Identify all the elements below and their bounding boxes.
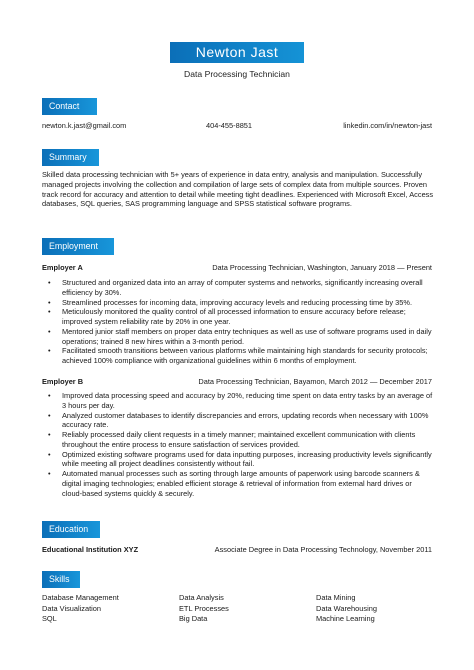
education-row — [42, 545, 432, 556]
skill-item: Machine Learning — [316, 614, 375, 623]
list-item: • Facilitated smooth transitions between various platforms while maintaining high standards for security protocols; achieved 100% compliance with organizational guidelines within 6 months of employment. — [42, 346, 434, 366]
institution-name: Educational Institution XYZ — [42, 545, 139, 554]
list-item: • Analyzed customer databases to identify discrepancies and errors, updating records when necessary with 100% accuracy rate. — [42, 411, 434, 431]
list-item: • Structured and organized data into an array of computer systems and networks, significantly increasing overall efficiency by 30%. — [42, 278, 434, 298]
contact-phone[interactable]: 404-455-8851 — [206, 121, 253, 130]
skills-column — [42, 593, 119, 625]
list-item: • Mentored junior staff members on proper data entry techniques as well as use of software programs used in daily operations; trained 8 new hires within a 3-month period. — [42, 327, 434, 347]
employment-heading: Employment — [42, 238, 114, 255]
job-header — [42, 377, 432, 388]
job-role: Data Processing Technician, Bayamon, March 2012 — December 2017 — [198, 377, 432, 386]
list-item: • Automated manual processes such as sorting through large amounts of paperwork using barcode scanners & digital imaging technologies; enabled efficient storage & retrieval of information from external hard drives or cloud-based systems quickly & securely. — [42, 469, 434, 498]
skill-item: Data Mining — [316, 593, 356, 602]
skill-item: SQL — [42, 614, 57, 623]
list-item: • Streamlined processes for incoming data, improving accuracy levels and reducing processing time by 35%. — [42, 298, 434, 308]
job-title: Data Processing Technician — [184, 69, 290, 79]
skill-item: Data Warehousing — [316, 603, 377, 613]
contact-heading: Contact — [42, 98, 97, 115]
job-bullets — [42, 278, 434, 366]
summary-heading: Summary — [42, 149, 99, 166]
skill-item: ETL Processes — [179, 603, 229, 613]
list-item: • Optimized existing software programs used for data inputting purposes, increasing productivity levels significantly while meeting all project deadlines consistently without fail. — [42, 450, 434, 470]
contact-email[interactable]: newton.k.jast@gmail.com — [42, 121, 127, 130]
list-item: • Reliably processed daily client requests in a timely manner; maintained excellent communication with clients throughout the entire process to ensure satisfaction of services provided. — [42, 430, 434, 450]
skill-item: Data Visualization — [42, 603, 102, 613]
list-item: • Improved data processing speed and accuracy by 20%, reducing time spent on data entry tasks by an average of 3 hours per day. — [42, 391, 434, 411]
job-header — [42, 263, 432, 274]
contact-linkedin[interactable]: linkedin.com/in/newton-jast — [343, 121, 432, 130]
employer-name: Employer A — [42, 263, 83, 272]
contact-row — [42, 121, 432, 133]
job-bullets — [42, 391, 434, 498]
skills-column — [316, 593, 377, 625]
skills-column — [179, 593, 229, 625]
job-role: Data Processing Technician, Washington, January 2018 — Present — [212, 263, 432, 272]
summary-text: Skilled data processing technician with 5+ years of experience in data entry, analysis and manipulation. Successfully managed projects involving the collection and compilation of large sets of complex data from multiple sources. Proven track record for accuracy and attention to detail while meeting tight deadlines. Experienced with Microsoft Excel, Access databases, SQL queries, SAS programming language and SPSS statistical software programs. — [42, 170, 434, 209]
degree: Associate Degree in Data Processing Technology, November 2011 — [214, 545, 432, 554]
education-heading: Education — [42, 521, 100, 538]
skills-heading: Skills — [42, 571, 80, 588]
candidate-name: Newton Jast — [170, 42, 304, 63]
employer-name: Employer B — [42, 377, 84, 386]
list-item: • Meticulously monitored the quality control of all processed information to ensure accuracy before release; improved system reliability rate by 20% in one year. — [42, 307, 434, 327]
skill-item: Big Data — [179, 614, 208, 623]
skill-item: Data Analysis — [179, 593, 224, 602]
skill-item: Database Management — [42, 593, 119, 602]
